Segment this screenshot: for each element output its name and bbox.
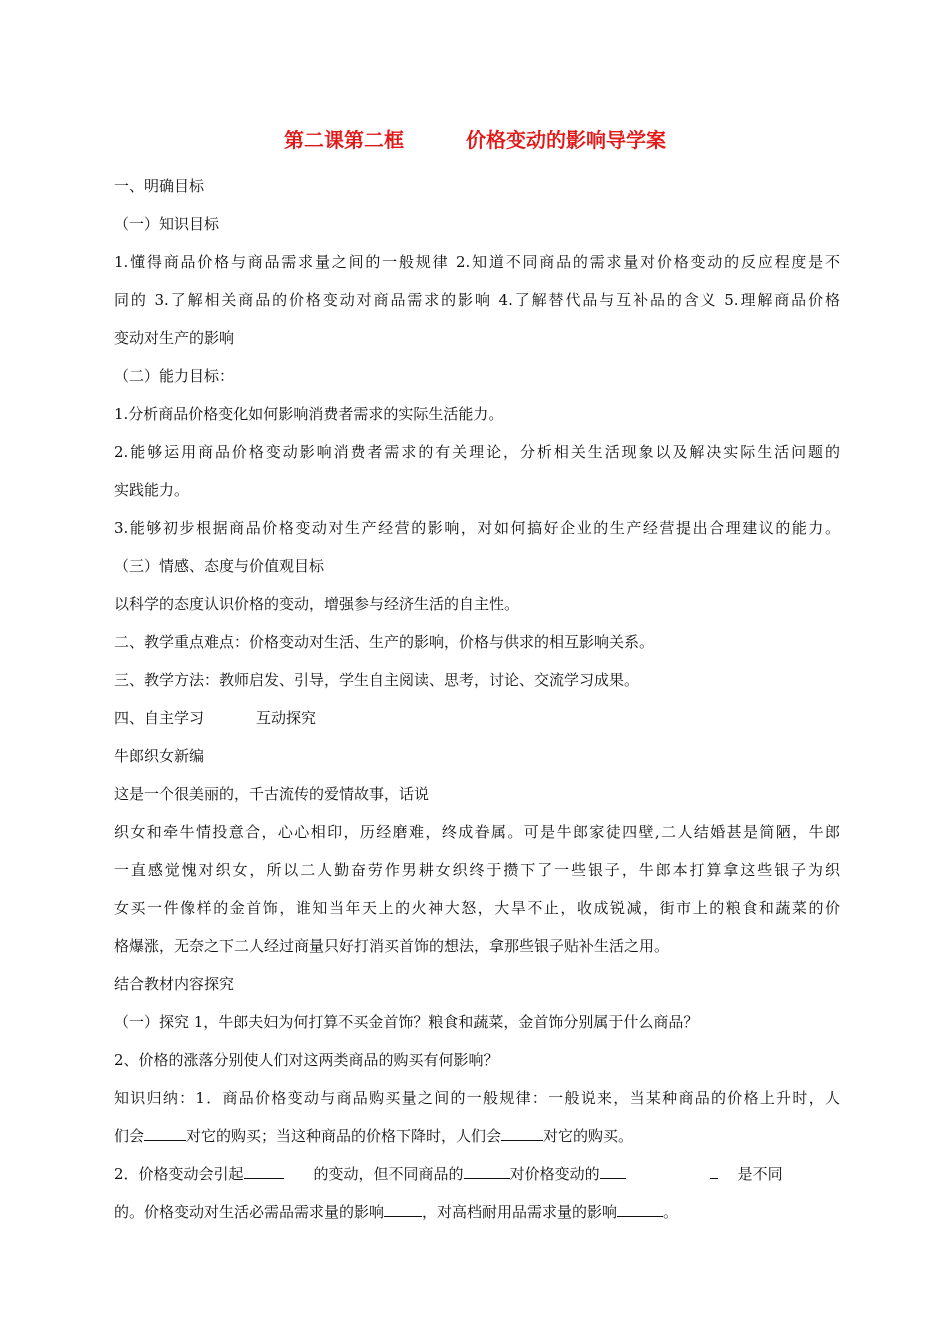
- paragraph-line: 变动对生产的影响: [114, 329, 235, 347]
- paragraph-line: 结合教材内容探究: [114, 975, 235, 993]
- paragraph-line: 一直感觉愧对织女，所以二人勤奋劳作男耕女织终于攒下了一些银子，牛郎本打算拿这些银子为织: [114, 861, 840, 879]
- document-body: [114, 174, 840, 1238]
- text-fragment: 的变动，但不同商品的: [313, 1165, 464, 1183]
- answer-blank[interactable]: [600, 1162, 626, 1179]
- paragraph-line: 1.懂得商品价格与商品需求量之间的一般规律 2.知道不同商品的需求量对价格变动的反应程度是不: [114, 253, 840, 271]
- text-fragment: 们会: [114, 1127, 145, 1145]
- paragraph-line: 织女和牵牛情投意合，心心相印，历经磨难，终成眷属。可是牛郎家徒四壁,二人结婚甚是简陋，牛郎: [114, 823, 840, 841]
- paragraph-line: 格爆涨，无奈之下二人经过商量只好打消买首饰的想法，拿那些银子贴补生活之用。: [114, 937, 670, 955]
- text-fragment: 是不同: [737, 1165, 783, 1183]
- text-fragment: 对它的购买。: [543, 1127, 634, 1145]
- text-fragment: 对它的购买；当这种商品的价格下降时，人们会: [186, 1127, 502, 1145]
- section-heading: [114, 706, 840, 731]
- section-heading: 一、明确目标: [114, 177, 205, 195]
- subsection-heading: （一）知识目标: [114, 215, 220, 233]
- answer-blank[interactable]: [144, 1124, 186, 1141]
- answer-blank[interactable]: [384, 1200, 422, 1217]
- answer-blank[interactable]: [464, 1162, 510, 1179]
- question-line: （一）探究 1，牛郎夫妇为何打算不买金首饰？粮食和蔬菜，金首饰分别属于什么商品？: [114, 1013, 699, 1031]
- fill-in-line: [114, 1200, 840, 1225]
- text-fragment: 对价格变动的: [509, 1165, 600, 1183]
- fill-in-line: [114, 1124, 840, 1149]
- answer-blank[interactable]: [244, 1162, 284, 1179]
- paragraph-line: 女买一件像样的金首饰，谁知当年天上的火神大怒，大旱不止，收成锐减，街市上的粮食和蔬菜的价: [114, 899, 840, 917]
- answer-blank[interactable]: [617, 1200, 663, 1217]
- paragraph-line: 2.能够运用商品价格变动影响消费者需求的有关理论，分析相关生活现象以及解决实际生活问题的: [114, 443, 840, 461]
- title-part-1: 第二课第二框: [284, 128, 404, 152]
- answer-blank[interactable]: [501, 1124, 543, 1141]
- story-title: 牛郎织女新编: [114, 747, 205, 765]
- text-fragment: 的。价格变动对生活必需品需求量的影响: [114, 1203, 385, 1221]
- page-title: [0, 124, 950, 153]
- answer-blank[interactable]: [710, 1162, 718, 1179]
- paragraph-line: 知识归纳：1．商品价格变动与商品购买量之间的一般规律：一般说来，当某种商品的价格上升时，人: [114, 1089, 840, 1107]
- paragraph-line: 同的 3.了解相关商品的价格变动对商品需求的影响 4.了解替代品与互补品的含义 5.理解商品价格: [114, 291, 840, 309]
- text-fragment: 2．价格变动会引起: [114, 1165, 244, 1183]
- section-heading-part: 四、自主学习: [114, 709, 205, 727]
- text-fragment: 。: [663, 1203, 679, 1221]
- section-heading-part: 互动探究: [256, 709, 317, 727]
- paragraph-line: 3.能够初步根据商品价格变动对生产经营的影响，对如何搞好企业的生产经营提出合理建议的能力。: [114, 519, 840, 537]
- paragraph-line: 实践能力。: [114, 481, 190, 499]
- paragraph-line: 以科学的态度认识价格的变动，增强参与经济生活的自主性。: [114, 595, 520, 613]
- fill-in-line: [114, 1162, 840, 1187]
- text-fragment: ，对高档耐用品需求量的影响: [422, 1203, 618, 1221]
- question-line: 2、价格的涨落分别使人们对这两类商品的购买有何影响？: [114, 1051, 499, 1069]
- subsection-heading: （三）情感、态度与价值观目标: [114, 557, 325, 575]
- section-heading: 二、教学重点难点：价格变动对生活、生产的影响，价格与供求的相互影响关系。: [114, 633, 655, 651]
- subsection-heading: （二）能力目标：: [114, 367, 235, 385]
- title-part-2: 价格变动的影响导学案: [466, 128, 666, 152]
- paragraph-line: 这是一个很美丽的，千古流传的爱情故事，话说: [114, 785, 430, 803]
- section-heading: 三、教学方法：教师启发、引导，学生自主阅读、思考，讨论、交流学习成果。: [114, 671, 640, 689]
- paragraph-line: 1.分析商品价格变化如何影响消费者需求的实际生活能力。: [114, 405, 504, 423]
